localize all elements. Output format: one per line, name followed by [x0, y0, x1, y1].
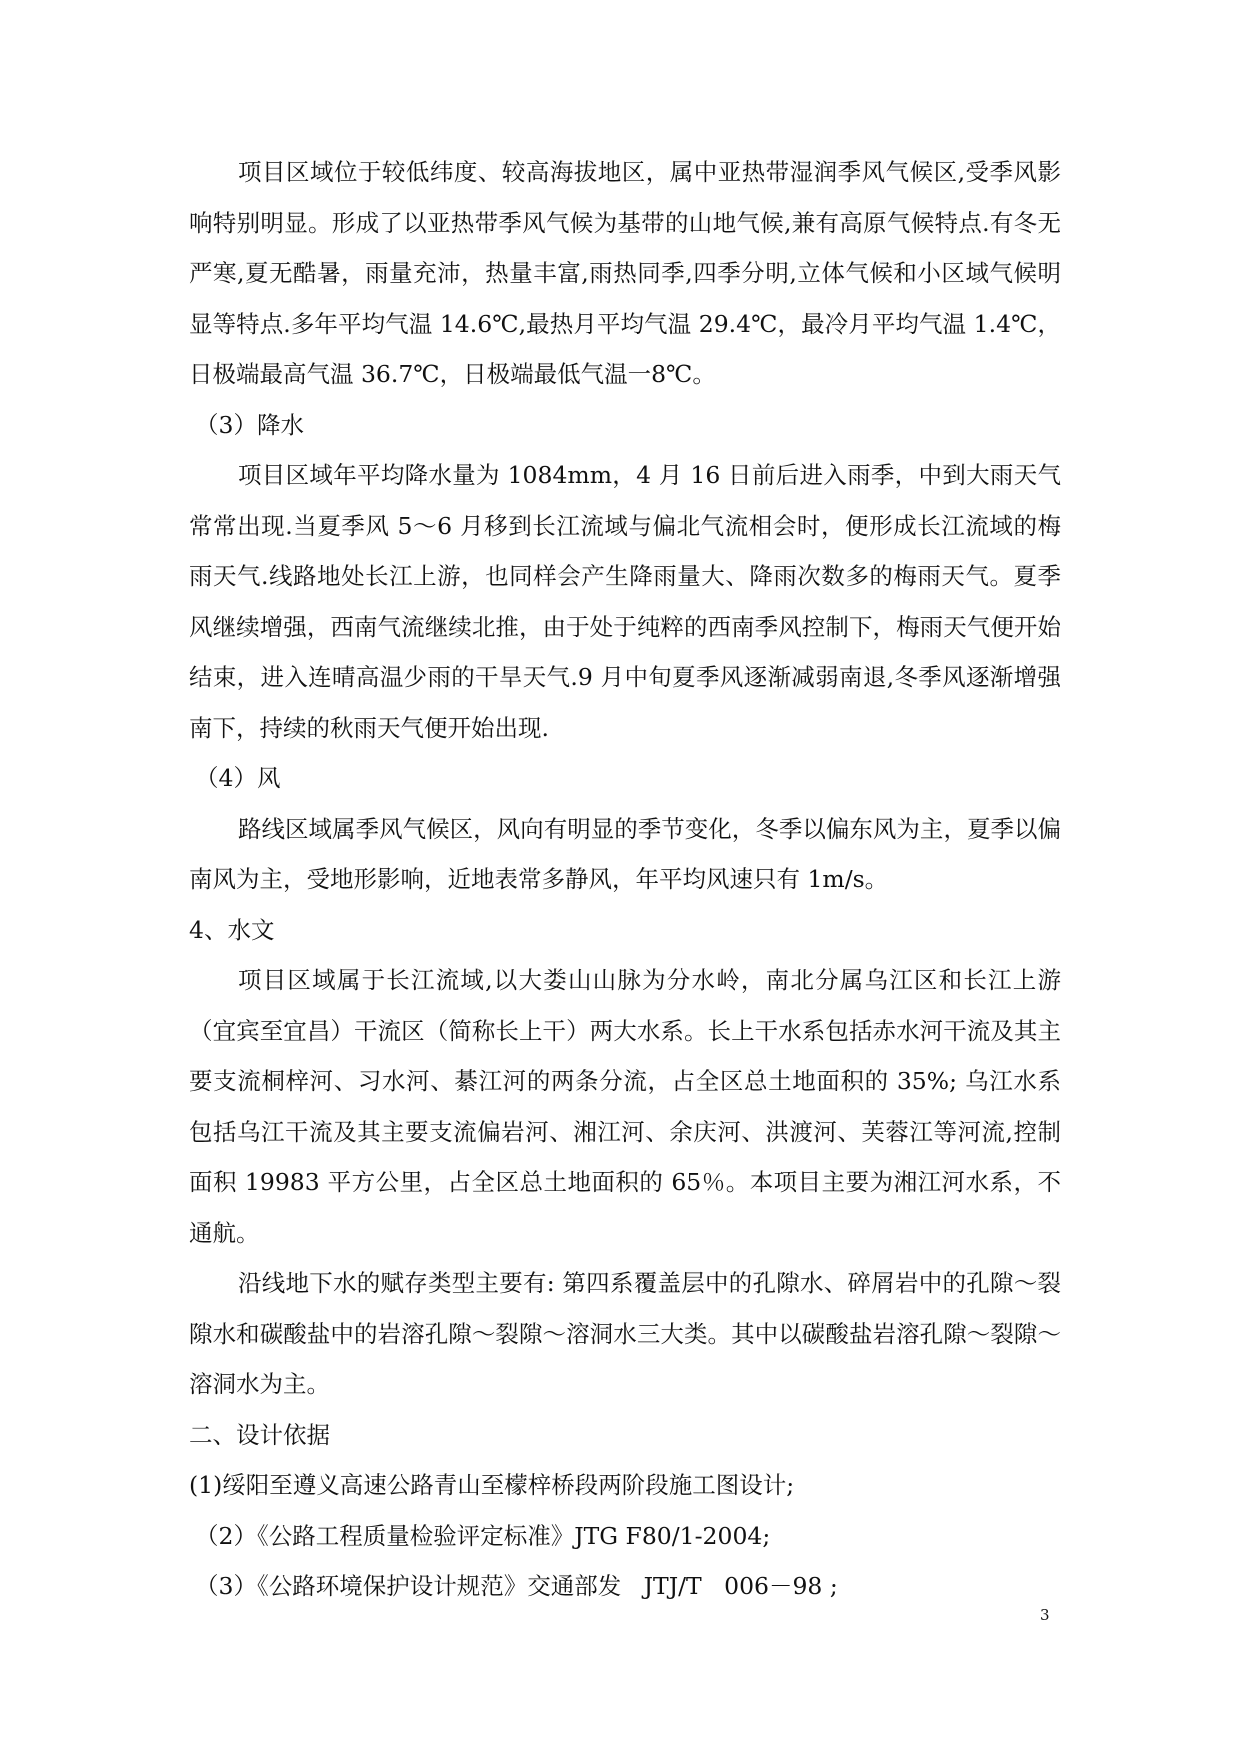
design-basis-heading: 二、设计依据 [189, 1420, 330, 1449]
hydrology-heading: 4、水文 [189, 915, 275, 944]
reference-item-3: （3）《公路环境保护设计规范》交通部发 JTJ/T 006－98 ; [195, 1572, 838, 1600]
reference-item-2: （2）《公路工程质量检验评定标准》JTG F80/1-2004; [195, 1521, 771, 1550]
page-number: 3 [1040, 1606, 1050, 1624]
hydrology-paragraph-2: 沿线地下水的赋存类型主要有: 第四系覆盖层中的孔隙水、碎屑岩中的孔隙～裂隙水和碳酸盐中的岩溶孔隙～裂隙～溶洞水三大类。其中以碳酸盐岩溶孔隙～裂隙～溶洞水为主。 [189, 1269, 1061, 1398]
climate-paragraph: 项目区域位于较低纬度、较高海拔地区，属中亚热带湿润季风气候区,受季风影响特别明显。形成了以亚热带季风气候为基带的山地气候,兼有高原气候特点.有冬无严寒,夏无酷暑，雨量充沛，热量丰富,雨热同季,四季分明,立体气候和小区域气候明显等特点.多年平均气温 14.6℃,最热月平均气温 29.4℃，最冷月平均气温 1.4℃，日极端最高气温 36.7℃，日极端最低气温一8℃。 [189, 158, 1061, 388]
document-body [189, 147, 1061, 1612]
precipitation-heading: （3）降水 [195, 410, 304, 439]
wind-heading: （4）风 [195, 764, 281, 792]
wind-paragraph: 路线区域属季风气候区，风向有明显的季节变化，冬季以偏东风为主，夏季以偏南风为主，受地形影响，近地表常多静风，年平均风速只有 1m/s。 [189, 814, 1061, 893]
reference-item-1: (1)绥阳至遵义高速公路青山至檬梓桥段两阶段施工图设计; [189, 1471, 795, 1499]
precipitation-paragraph: 项目区域年平均降水量为 1084mm，4 月 16 日前后进入雨季，中到大雨天气常常出现.当夏季风 5～6 月移到长江流域与偏北气流相会时，便形成长江流域的梅雨天气.线路地处长江上游，也同样会产生降雨量大、降雨次数多的梅雨天气。夏季风继续增强，西南气流继续北推，由于处于纯粹的西南季风控制下，梅雨天气便开始结束，进入连晴高温少雨的干旱天气.9 月中旬夏季风逐渐减弱南退,冬季风逐渐增强南下，持续的秋雨天气便开始出现. [189, 461, 1061, 742]
hydrology-paragraph-1: 项目区域属于长江流域,以大娄山山脉为分水岭，南北分属乌江区和长江上游（宜宾至宜昌）干流区（简称长上干）两大水系。长上干水系包括赤水河干流及其主要支流桐梓河、习水河、綦江河的两条分流，占全区总土地面积的 35%; 乌江水系包括乌江干流及其主要支流偏岩河、湘江河、余庆河、洪渡河、芙蓉江等河流,控制面积 19983 平方公里，占全区总土地面积的 65％。本项目主要为湘江河水系，不通航。 [189, 966, 1061, 1247]
